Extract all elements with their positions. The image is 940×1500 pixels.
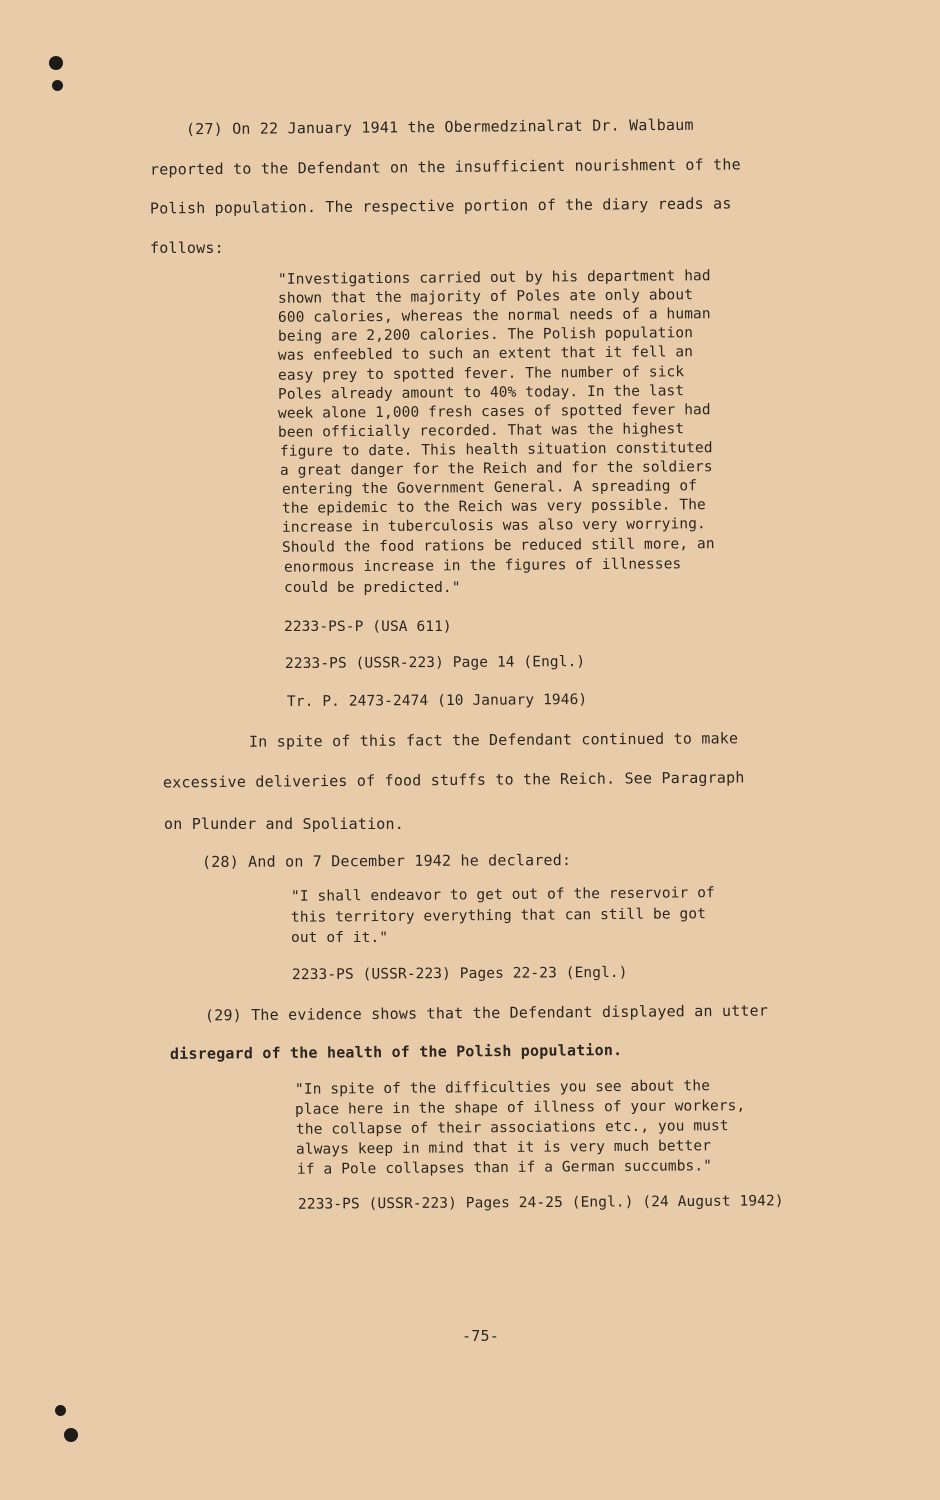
quote-1-line: easy prey to spotted fever. The number of sick	[277, 364, 685, 384]
quote-1-line: was enfeebled to such an extent that it fell an	[277, 344, 694, 364]
binder-hole-bottom-2	[64, 1428, 78, 1442]
quote-2-line: this territory everything that can still be got	[290, 906, 707, 926]
paragraph-27-line-4: follows:	[150, 239, 224, 257]
paragraph-27-line-3: Polish population. The respective portion of the diary reads as	[149, 194, 732, 218]
quote-1-line: week alone 1,000 fresh cases of spotted fever had	[277, 402, 711, 422]
quote-1-line: enormous increase in the figures of illnesses	[283, 556, 682, 576]
paragraph-spite-line-2: excessive deliveries of food stuffs to the Reich. See Paragraph	[162, 768, 745, 792]
quote-1-line: 600 calories, whereas the normal needs of a human	[277, 306, 711, 326]
quote-2-line: "I shall endeavor to get out of the reservoir of	[290, 885, 715, 905]
quote-1-ref-1: 2233-PS-P (USA 611)	[284, 619, 452, 635]
quote-1-line: could be predicted."	[284, 580, 461, 596]
paragraph-28: (28) And on 7 December 1942 he declared:	[201, 851, 572, 871]
binder-hole-top-2	[52, 80, 63, 91]
quote-1-line: the epidemic to the Reich was very possible. The	[281, 497, 706, 517]
quote-1-line: entering the Government General. A spreading of	[281, 478, 698, 498]
binder-hole-bottom-1	[55, 1405, 66, 1416]
binder-hole-top-1	[49, 56, 63, 70]
quote-1-line: being are 2,200 calories. The Polish population	[277, 325, 694, 345]
quote-1-line: shown that the majority of Poles ate only about	[277, 287, 694, 307]
page-number: -75-	[462, 1327, 499, 1345]
quote-1-ref-3: Tr. P. 2473-2474 (10 January 1946)	[286, 691, 588, 711]
quote-1-line: been officially recorded. That was the highest	[277, 421, 685, 441]
quote-1-line: increase in tuberculosis was also very worrying.	[281, 516, 706, 536]
quote-3-ref: 2233-PS (USSR-223) Pages 24-25 (Engl.) (24 August 1942)	[297, 1193, 784, 1213]
quote-1-line: a great danger for the Reich and for the soldiers	[279, 459, 713, 479]
paragraph-spite-line-3: on Plunder and Spoliation.	[164, 815, 404, 833]
quote-3-line: if a Pole collapses than if a German succumbs."	[296, 1158, 713, 1178]
paragraph-27-line-1: (27) On 22 January 1941 the Obermedzinalrat Dr. Walbaum	[185, 115, 694, 139]
quote-3-line: always keep in mind that it is very much better	[295, 1138, 712, 1158]
quote-1-line: figure to date. This health situation constituted	[279, 440, 713, 460]
quote-2-line: out of it."	[291, 930, 389, 946]
quote-1-line: "Investigations carried out by his department had	[277, 268, 711, 288]
quote-1-ref-2: 2233-PS (USSR-223) Page 14 (Engl.)	[284, 653, 586, 673]
quote-1-line: Poles already amount to 40% today. In the last	[277, 383, 685, 403]
paragraph-spite-line-1: In spite of this fact the Defendant continued to make	[248, 729, 739, 751]
paragraph-29-line-2: disregard of the health of the Polish population.	[169, 1041, 623, 1063]
quote-2-ref: 2233-PS (USSR-223) Pages 22-23 (Engl.)	[291, 964, 628, 984]
quote-3-line: place here in the shape of illness of your workers,	[294, 1098, 746, 1118]
paragraph-27-line-2: reported to the Defendant on the insufficient nourishment of the	[149, 155, 741, 179]
paragraph-29-line-1: (29) The evidence shows that the Defendant displayed an utter	[204, 1001, 769, 1025]
quote-3-line: "In spite of the difficulties you see about the	[294, 1078, 711, 1098]
quote-1-line: Should the food rations be reduced still more, an	[281, 536, 715, 556]
quote-3-line: the collapse of their associations etc., you must	[295, 1118, 729, 1138]
